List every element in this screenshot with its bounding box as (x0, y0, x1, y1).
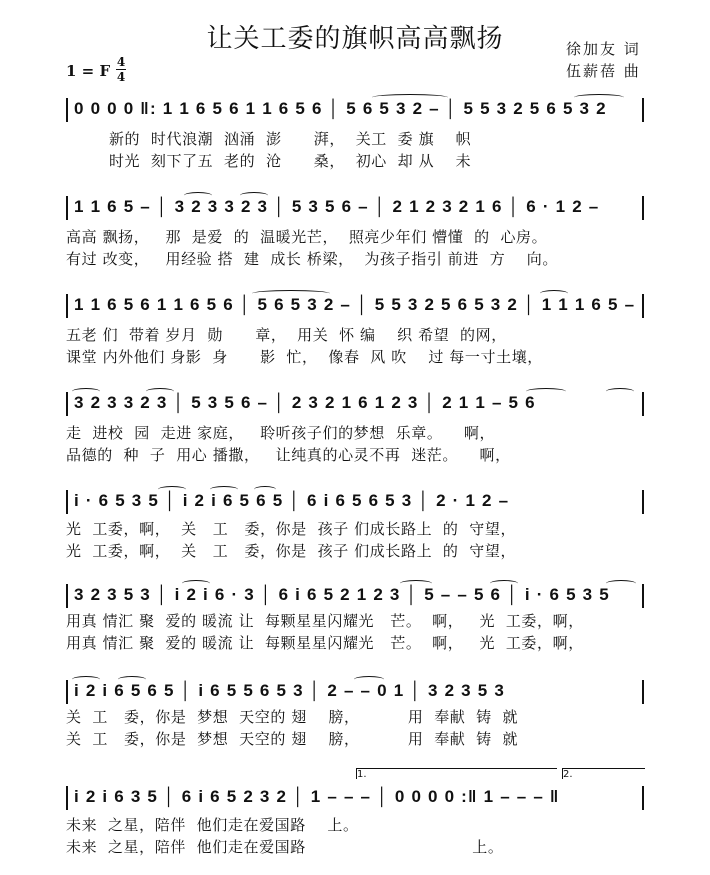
slur (184, 192, 212, 199)
barline (642, 392, 644, 416)
barline (66, 392, 68, 416)
notes: 3 2 3 5 3 │ i 2 i 6 · 3 │ 6 i 6 5 2 1 2 3 │ 5 – – 5 6 │ i · 6 5 3 5 (74, 585, 610, 604)
notation-row (66, 784, 644, 810)
meter-top: 4 (116, 55, 126, 69)
staff-4 (0, 390, 710, 470)
volta-2-label: 2. (563, 769, 573, 780)
composer-credit: 伍薪蓓 曲 (566, 62, 641, 80)
staff-5 (0, 488, 710, 568)
barline (642, 294, 644, 318)
slur (540, 290, 568, 297)
lyric-verse-1: 关 工 委，你是 梦想 天空的 翅 膀， 用 奉献 铸 就 (66, 708, 519, 726)
key-signature: 1 = F (66, 62, 111, 80)
barline (66, 294, 68, 318)
notes: 3 2 3 3 2 3 │ 5 3 5 6 – │ 2 3 2 1 6 1 2 3 │ 2 1 1 – 5 6 (74, 393, 536, 412)
staff-8 (0, 769, 710, 864)
slur (574, 94, 624, 101)
lyric-verse-1: 用真 情汇 聚 爱的 暖流 让 每颗星星闪耀光 芒。 啊， 光 工委，啊， (66, 612, 584, 630)
lyric-verse-1: 新的 时代浪潮 汹涌 澎 湃， 关工 委 旗 帜 (66, 130, 472, 148)
tie (526, 388, 566, 395)
lyric-verse-2: 关 工 委，你是 梦想 天空的 翅 膀， 用 奉献 铸 就 (66, 730, 519, 748)
lyric-verse-1: 未来 之星，陪伴 他们走在爱国路 上。 (66, 816, 359, 834)
slur (400, 580, 432, 587)
barline (66, 786, 68, 810)
notes: 0 0 0 0 ‖: 1 1 6 5 6 1 1 6 5 6 │ 5 6 5 3 2 – │ 5 5 3 2 5 6 5 3 2 (74, 99, 607, 118)
barline (66, 584, 68, 608)
meter-bottom: 4 (116, 70, 126, 84)
slur (182, 580, 210, 587)
notation-row (66, 488, 644, 514)
staff-2 (0, 194, 710, 274)
lyric-verse-2: 课堂 内外他们 身影 身 影 忙， 像春 风 吹 过 每一寸土壤， (66, 348, 543, 366)
lyric-verse-2: 品德的 种 子 用心 播撒， 让纯真的心灵不再 迷茫。 啊， (66, 446, 511, 464)
slur (72, 388, 100, 395)
barline (642, 786, 644, 810)
lyric-verse-1: 五老 们 带着 岁月 勋 章， 用关 怀 编 织 希望 的网， (66, 326, 507, 344)
lyric-verse-1: 走 进校 园 走进 家庭， 聆听孩子们的梦想 乐章。 啊， (66, 424, 496, 442)
lyric-verse-2: 光 工委，啊， 关 工 委，你是 孩子 们成长路上 的 守望， (66, 542, 517, 560)
barline (642, 196, 644, 220)
notation-row (66, 194, 644, 220)
barline (66, 98, 68, 122)
barline (66, 680, 68, 704)
staff-7 (0, 678, 710, 758)
staff-3 (0, 292, 710, 372)
barline (642, 98, 644, 122)
lyric-verse-2: 未来 之星，陪伴 他们走在爱国路 上。 (66, 838, 504, 856)
lyricist-credit: 徐加友 词 (566, 40, 641, 58)
notes: 1 1 6 5 6 1 1 6 5 6 │ 5 6 5 3 2 – │ 5 5 3 2 5 6 5 3 2 │ 1 1 1 6 5 – (74, 295, 636, 314)
lyric-verse-1: 光 工委，啊， 关 工 委，你是 孩子 们成长路上 的 守望， (66, 520, 517, 538)
slur (354, 676, 384, 683)
notation-row (66, 96, 644, 122)
slur (606, 580, 636, 587)
notes: i 2 i 6 3 5 │ 6 i 6 5 2 3 2 │ 1 – – – │ 0 0 0 0 :‖ 1 – – – ‖ (74, 787, 560, 806)
lyric-verse-2: 时光 刻下了五 老的 沧 桑， 初心 却 从 未 (66, 152, 472, 170)
first-ending-bracket (356, 768, 557, 779)
barline (66, 490, 68, 514)
notation-row (66, 582, 644, 608)
slur (240, 192, 268, 199)
lyric-verse-2: 用真 情汇 聚 爱的 暖流 让 每颗星星闪耀光 芒。 啊， 光 工委，啊， (66, 634, 584, 652)
barline (642, 490, 644, 514)
slur (72, 676, 100, 683)
slur (158, 486, 186, 493)
notes: i · 6 5 3 5 │ i 2 i 6 5 6 5 │ 6 i 6 5 6 5 3 │ 2 · 1 2 – (74, 491, 510, 510)
staff-6 (0, 582, 710, 662)
slur (254, 486, 276, 493)
lyric-verse-2: 有过 改变， 用经验 搭 建 成长 桥梁， 为孩子指引 前进 方 向。 (66, 250, 558, 268)
slur (372, 94, 448, 101)
slur (490, 580, 518, 587)
staff-1 (0, 96, 710, 176)
lyric-verse-1: 高高 飘扬， 那 是爱 的 温暖光芒， 照亮少年们 懵懂 的 心房。 (66, 228, 548, 246)
slur (118, 676, 146, 683)
notes: i 2 i 6 5 6 5 │ i 6 5 5 6 5 3 │ 2 – – 0 1 │ 3 2 3 5 3 (74, 681, 505, 700)
song-title: 让关工委的旗帜高高飘扬 (206, 24, 504, 54)
slur (606, 388, 634, 395)
time-signature (116, 56, 126, 83)
notes: 1 1 6 5 – │ 3 2 3 3 2 3 │ 5 3 5 6 – │ 2 1 2 3 2 1 6 │ 6 · 1 2 – (74, 197, 600, 216)
slur (146, 388, 174, 395)
slur (252, 290, 330, 297)
second-ending-bracket (562, 768, 645, 779)
volta-1-label: 1. (357, 769, 367, 780)
slur (210, 486, 238, 493)
barline (642, 680, 644, 704)
barline (66, 196, 68, 220)
barline (642, 584, 644, 608)
